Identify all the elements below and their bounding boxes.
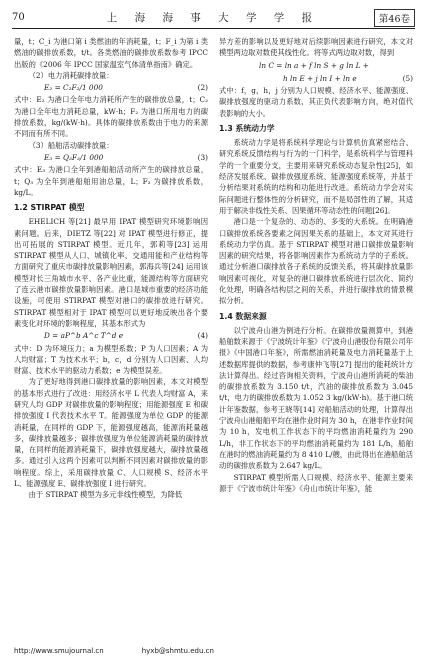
page-number: 70: [12, 12, 25, 23]
equation-number: (3): [197, 152, 208, 162]
page-footer: [14, 647, 413, 655]
equation-body: ln C = ln a + f ln S + g ln L +: [259, 60, 369, 70]
paragraph: 系统动力学是将系统科学理论与计算机仿真紧密结合、研究系统反馈结构与行为的一门科学，是系统科学与管理科学的一个重要分支，主要用来研究系统动态复杂性[25]，如经济发展系统、碳排放强度系统、能源强度系统等，并基于分析结果对系统的结构和功能进行改进。系统动力学会对实际问题进行整体性的分析研究，而不是局部性的了解，其适用于解决非线性关系、因果循环等动态性的问题[26]。: [219, 138, 413, 215]
section-heading: 1.4 数据来源: [219, 311, 267, 321]
equation-number: (2): [197, 83, 208, 93]
paragraph: 式中：E₂ 为港口全年电力消耗所产生的碳排放总量，t；C₂ 为港口全年电力消耗总量，kW·h；F₂ 为港口所用电力的碳排放系数，kg/(kW·h)。具体的碳排放系数由于电力的来源不同而有所不同。: [14, 95, 208, 139]
equation-5: [219, 59, 413, 72]
paragraph: EHELICH 等[21] 最早用 IPAT 模型研究环境影响因素问题。后来，DIETZ 等[22] 对 IPAT 模型进行修正，提出可拓展的 STIRPAT 模型。近几年，郭莉等[23] 运用 STIRPAT 模型从人口、城镇化率、交通用能和产业结构等方面研究了重庆市碳排放量影响因素，郭海兵等[24] 运用该模型对长三角城市水平、各产业比重，能源结构等方面研究了连云港市碳排放量影响因素。港口是城市重要的经济功能设施，可使用 STIRPAT 模型对港口的碳排放进行研究。STIRPAT 模型相对于 IPAT 模型可以更好地反映出各个要素变化对环境的影响程度，其基本形式为: [14, 217, 208, 328]
paragraph: STIRPAT 模型所需人口规模、经济水平、能源主要来源于《宁波市统计年鉴》《舟山市统计年鉴》，能: [219, 472, 413, 493]
section-heading: 1.2 STIRPAT 模型: [14, 203, 85, 213]
equation-body: D = aP^b A^c T^d e: [44, 331, 124, 341]
equation-body: E₃ = Q₃F₃/1 000: [44, 152, 104, 162]
section-heading: 1.3 系统动力学: [219, 124, 275, 134]
paragraph: 式中：E₃ 为港口全年到港船舶活动所产生的碳排放总量，t；Q₃ 为全年到港船舶用油总量，L；F₃ 为碳排放系数，kg/L。: [14, 165, 208, 197]
journal-title: 上 海 海 事 大 学 学 报: [106, 12, 320, 24]
paragraph: 异方差的影响以及更好地对后续影响因素进行研究，本文对模型两边取对数使其线性化。将等式两边取对数，得到: [219, 37, 413, 58]
paragraph: 港口是一个复杂的、动态的、多变的大系统。在明确港口碳排放系统各要素之间因果关系的基础上，本文对其进行系统动力学仿真。基于 STIRPAT 模型对港口碳排放量影响因素的研究结果，将各影响因素作为系统动力学的子系统。通过分析港口碳排放各子系统的反馈关系，将其碳排放量影响因素可视化，对复杂的港口碳排放系统进行层次化、简约化处理，明确各结构层之间的关系，并进行碳排放的情景模拟分析。: [219, 217, 413, 306]
left-column: [14, 36, 208, 501]
paragraph: 为了更好地得到港口碳排放量的影响因素，本文对模型的基本形式进行了改进：用经济水平 L 代表人均财富 A，来研究人均 GDP 对碳排放量的影响程度；用能源强度 E 和碳排放强度 I 代表技术水平 T。能源强度为单位 GDP 的能源消耗量，在同样的 GDP 下，能源强度越高，能源消耗量越多，碳排放量越多；碳排放强度为单位能源消耗量的碳排放量，在同样的能源消耗量下，碳排放强度越大，碳排放量越多。通过引入这两个因素可以判断不同因素对碳排放量的影响程度。综上，采用碳排放量 C、人口规模 S、经济水平 L、能源强度 E、碳排放强度 I 进行研究。: [14, 377, 208, 489]
equation-2: [14, 81, 208, 94]
equation-number: (4): [197, 331, 208, 341]
journal-url[interactable]: http://www.smujournal.cn: [14, 647, 104, 655]
paragraph: 式中：f，g，h，j 分别为人口规模、经济水平、能源强度、碳排放强度的驱动力系数，其正负代表影响方向，绝对值代表影响的大小。: [219, 86, 413, 118]
list-item: （2）电力消耗碳排放量：: [28, 70, 114, 80]
equation-5-continued: [219, 72, 413, 85]
journal-email[interactable]: hyxb@shmtu.edu.cn: [141, 647, 214, 655]
paragraph: 式中：D 为环境压力；a 为模型系数；P 为人口因素；A 为人均财富；T 为技术水平；b，c，d 分别为人口因素、人均财富、技术水平的驱动力系数；e 为模型误差。: [14, 343, 208, 376]
paragraph: 量，t；C_i 为港口第 i 类燃油的年消耗量，t；F_i 为第 i 类燃油的碳排放系数，t/t。各类燃油的碳排放系数参考 IPCC 出版的《2006 年 IPCC 国家温室气体清单指南》确定。: [14, 37, 208, 69]
paragraph: 由于 STIRPAT 模型为多元非线性模型，为降低: [28, 490, 183, 500]
equation-body: E₂ = C₂F₂/1 000: [44, 83, 103, 93]
list-item: （3）船舶活动碳排放量：: [28, 140, 114, 150]
paragraph: 以宁波舟山港为例进行分析。在碳排放量测算中，到港船舶数来源于《宁波统计年鉴》《宁波舟山港股份有限公司年报》《中国港口年鉴》，所需燃油消耗量及电力消耗量基于上述数据库提供的数据，参考康仲飞等[27] 提出的能耗统计方法计算得出。经过咨询相关资料，宁波舟山港所消耗的柴油的碳排放系数为 3.150 t/t，汽油的碳排放系数为 3.045 t/t，电力的碳排放系数为 1.052 3 kg/(kW·h)。基于港口统计年鉴数据，参考王晓等[14] 对船舶活动的处理，计算得出宁波舟山港船舶平均在港作业时间为 30 h，在港非作业时间为 10 h，发电机工作状态下的平均燃油消耗量约为 290 L/h，非工作状态下的平均燃油消耗量约为 181 L/h，船舶在港时的燃油消耗量约为 8 410 L/艘，由此得出在港船舶活动的碳排放系数为 2.647 kg/L。: [219, 325, 413, 471]
volume-badge: 第46卷: [374, 9, 415, 27]
equation-body: h ln E + j ln I + ln e: [283, 73, 357, 83]
page-header: [12, 7, 415, 29]
right-column: [219, 36, 413, 494]
equation-number: (5): [402, 73, 413, 83]
equation-4: [14, 329, 208, 342]
equation-3: [14, 151, 208, 164]
